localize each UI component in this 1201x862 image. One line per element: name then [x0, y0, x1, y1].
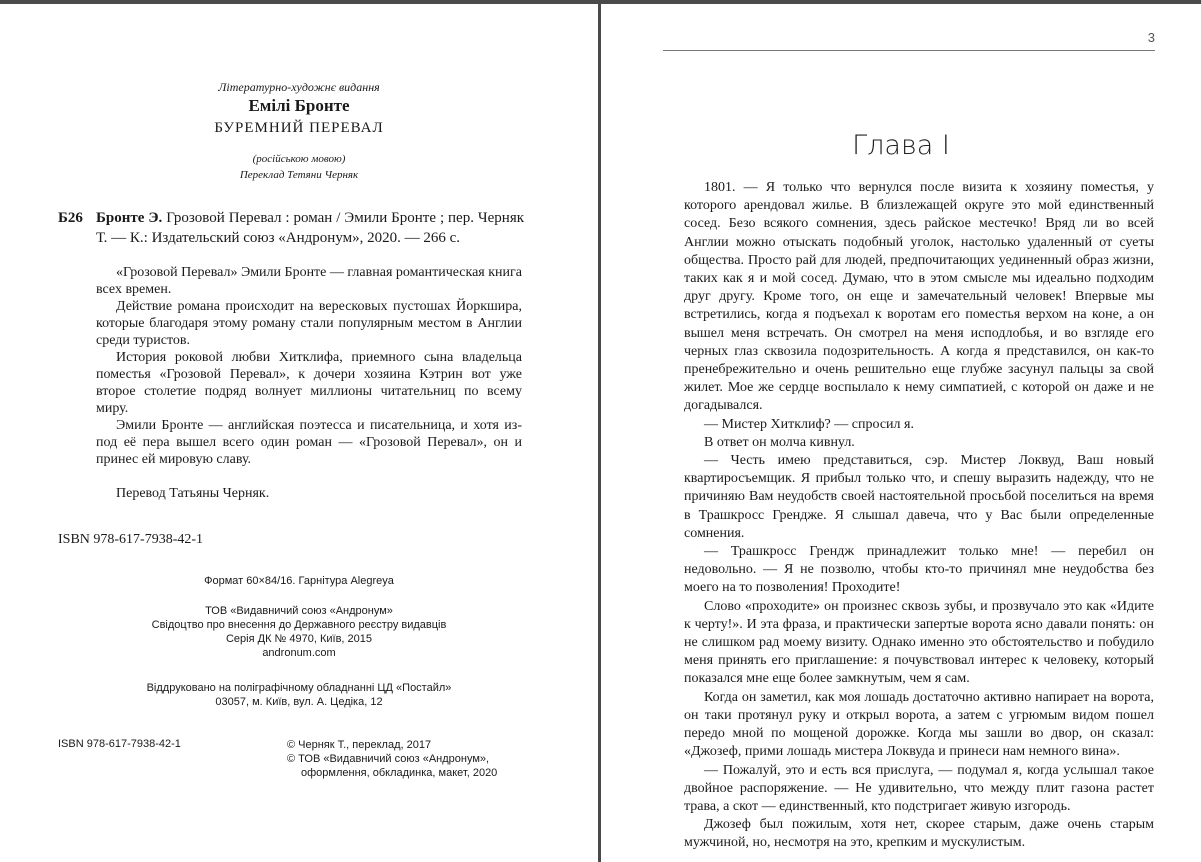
book-author: Емілі Бронте: [248, 96, 350, 115]
publisher-info: [0, 604, 598, 660]
text-paragraph: Слово «проходите» он произнес сквозь зубы, и прозвучало это как «Идите к черту!». И эта фраза, и практически запертые ворота ясно давали понять: он не слишком рад моему визиту. Однако именно это обстоятельство и побудило меня принять его приглашение: я почувствовал интерес к человеку, который показался мне еще более замкнутым, чем я сам.: [684, 598, 1154, 687]
format-info: Формат 60×84/16. Гарнітура Alegreya: [204, 575, 394, 587]
chapter-title: Глава I: [852, 130, 950, 161]
catalog-text: Грозовой Перевал : роман / Эмили Бронте ; пер. Черняк Т. — К.: Издательский союз «Андронум», 2020. — 266 с.: [96, 210, 525, 246]
text-paragraph: — Честь имею представиться, сэр. Мистер Локвуд, Ваш новый квартиросъемщик. Я прибыл только что, и спешу выразить надежду, что не причиняю Вам неудобств своей настоятельной просьбой поселиться на время в Трашкросс Грендже. Я слышал давеча, что у Вас были определенные сомнения.: [684, 453, 1154, 541]
publisher-line: Свідоцтво про внесення до Державного реєстру видавців: [151, 619, 447, 631]
edition-type: Літературно-художнє видання: [218, 80, 380, 94]
page-number: 3: [1147, 30, 1155, 45]
text-paragraph: В ответ он молча кивнул.: [704, 434, 855, 450]
text-paragraph: — Трашкросс Грендж принадлежит только мне! — перебил он недовольно. — Я не позволю, чтобы кто-то причинял мне неудобства без моего на то позволения! Проходите!: [684, 544, 1154, 596]
isbn-small: ISBN 978-617-7938-42-1: [58, 738, 181, 750]
text-paragraph: Когда он заметил, как моя лошадь достаточно активно напирает на ворота, он таки протянул руку и открыл ворота, а затем с угрюмым видом пошел передо мной по мощеной дорожке. Когда мы зашли во двор, он сказал: «Джозеф, прими лошадь мистера Локвуда и принеси нам немного вина».: [684, 689, 1154, 760]
printer-line: Віддруковано на поліграфічному обладнанні ЦД «Постайл»: [146, 682, 452, 694]
translator-note: Переклад Тетяни Черняк: [239, 169, 359, 181]
copyright-line: оформлення, обкладинка, макет, 2020: [301, 767, 498, 779]
left-page: [0, 4, 598, 862]
header-rule: [663, 50, 1155, 51]
annotation-paragraph: «Грозовой Перевал» Эмили Бронте — главная романтическая книга всех времен.: [96, 265, 522, 297]
catalog-author: Бронте Э.: [96, 210, 163, 226]
annotation-paragraph: История роковой любви Хитклифа, приемного сына владельца поместья «Грозовой Перевал», к дочери хозяина Кэтрин вот уже второе столетие подряд волнует миллионы читательниц по всему миру.: [96, 350, 522, 416]
printer-line: 03057, м. Київ, вул. А. Цедіка, 12: [215, 696, 383, 708]
book-annotation: [96, 264, 522, 502]
chapter-text: [684, 179, 1154, 853]
isbn: ISBN 978-617-7938-42-1: [58, 532, 204, 547]
text-paragraph: — Мистер Хитклиф? — спросил я.: [704, 416, 914, 432]
copyright-line: © Черняк Т., переклад, 2017: [287, 739, 432, 751]
publisher-line: Серія ДК № 4970, Київ, 2015: [225, 633, 373, 645]
text-paragraph: — Пожалуй, это и есть вся прислуга, — подумал я, когда услышал такое двойное распоряжение. — Не удивительно, что между плит газона растет трава, а скот — единственный, кто подстригает живую изгородь.: [684, 762, 1154, 814]
right-page: [601, 4, 1201, 862]
copyright-info: [287, 738, 497, 780]
copyright-line: © ТОВ «Видавничий союз «Андронум»,: [287, 753, 490, 765]
printer-info: [0, 681, 598, 709]
annotation-paragraph: Действие романа происходит на вересковых пустошах Йоркшира, которые благодаря этому роману стали популярным местом в Англии среди туристов.: [96, 299, 522, 348]
text-paragraph: Джозеф был пожилым, хотя нет, скорее старым, даже очень старым мужчиной, но, несмотря на это, крепким и мускулистым.: [684, 817, 1154, 851]
annotation-paragraph: Эмили Бронте — английская поэтесса и писательница, и хотя из-под её пера вышел всего один роман — «Грозовой Перевал», он и принес ей мировую славу.: [96, 418, 522, 467]
catalog-code: Б26: [58, 210, 83, 226]
catalog-record: [58, 208, 524, 248]
book-title: БУРЕМНИЙ ПЕРЕВАЛ: [214, 120, 384, 136]
translated-by: Перевод Татьяны Черняк.: [116, 486, 270, 501]
publisher-line: ТОВ «Видавничий союз «Андронум»: [205, 605, 393, 617]
publisher-website: andronum.com: [262, 647, 336, 659]
language-note: (російською мовою): [252, 153, 346, 165]
text-paragraph: 1801. — Я только что вернулся после визита к хозяину поместья, у которого арендовал жилье. В близлежащей округе это мой единственный сосед. Безо всякого сомнения, здесь райское местечко! Вряд ли во всей Англии можно отыскать подобный уголок, настолько удаленный от суеты общества. Просто рай для людей, предпочитающих уединенный образ жизни, таких как я и мой сосед. Думаю, что в этом смысле мы идеально подходим друг другу. Кроме того, он еще и замечательный человек! Впервые мы встретились, когда я подъехал к воротам его поместья верхом на коне, а он вышел меня встречать. Он смотрел на меня исподлобья, и во взгляде его черных глаз сквозила подозрительность. А когда я представился, он как-то пренебрежительно и очень решительно еще глубже засунул пальцы за свой жилет. Мое же сердце воспылало к нему симпатией, с которой он даже и не догадывался.: [684, 180, 1154, 414]
